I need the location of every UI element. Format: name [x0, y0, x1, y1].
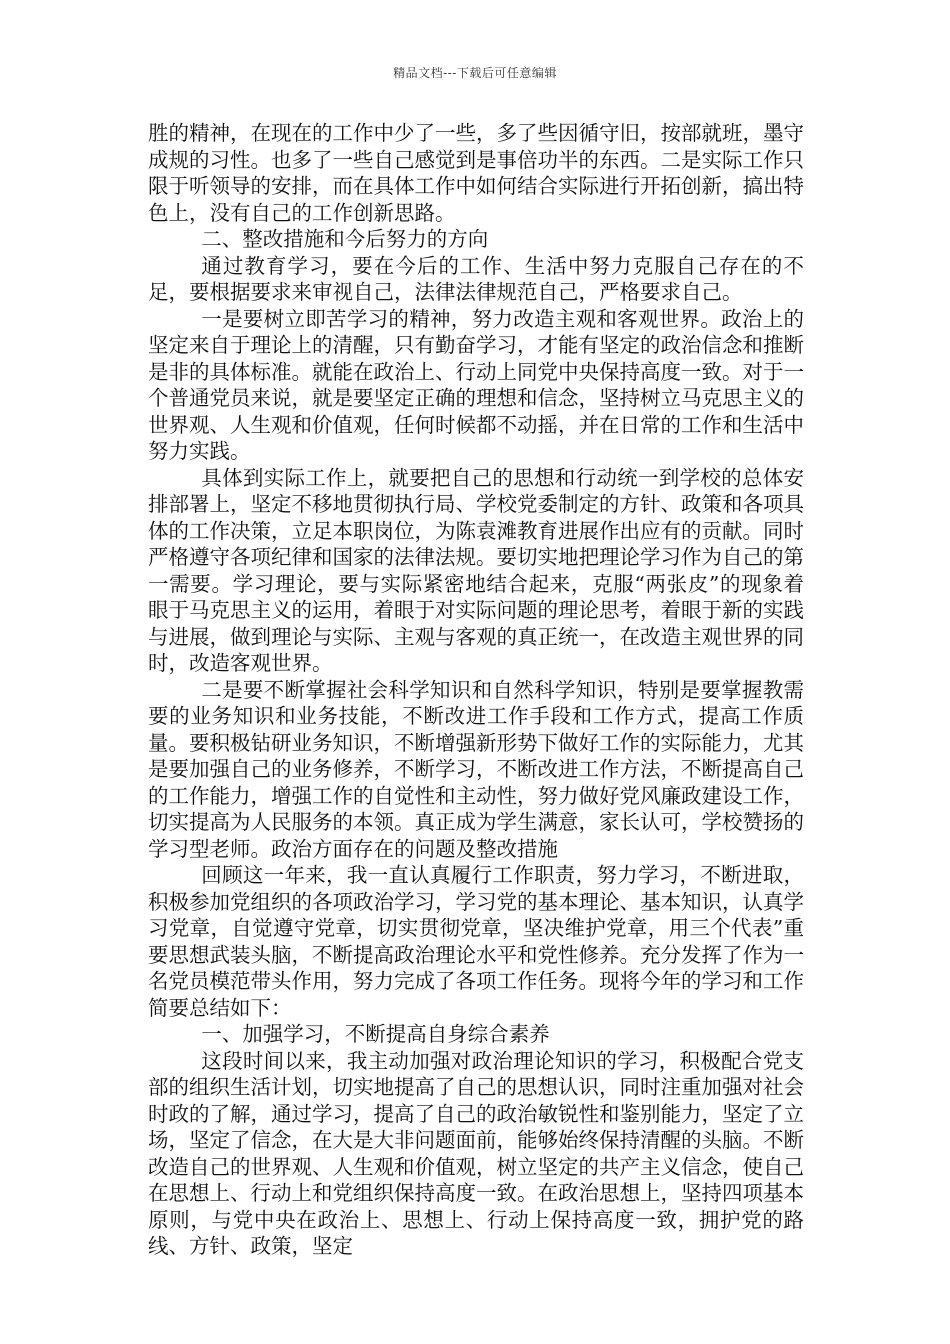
section-heading: 一、加强学习，不断提高自身综合素养: [201, 1022, 550, 1046]
paragraph: 具体到实际工作上，就要把自己的思想和行动统一到学校的总体安排部署上，坚定不移地贯彻执行局、学校党委制定的方针、政策和各项具体的工作决策，立足本职岗位，为陈袁滩教育进展作出应有的贡献。同时严格遵守各项纪律和国家的法律法规。要切实地把理论学习作为自己的第一需要。学习理论，要与实际紧密地结合起来，克服“两张皮”的现象着眼于马克思主义的运用，着眼于对实际问题的理论思考，着眼于新的实践与进展，做到理论与实际、主观与客观的真正统一，在改造主观世界的同时，改造客观世界。: [148, 465, 804, 675]
paragraph: 回顾这一年来，我一直认真履行工作职责，努力学习，不断进取，积极参加党组织的各项政治学习，学习党的基本理论、基本知识，认真学习党章，自觉遵守党章，切实贯彻党章，坚决维护党章，用三个代表”重要思想武装头脑，不断提高政治理论水平和党性修养。充分发挥了作为一名党员模范带头作用，努力完成了各项工作任务。现将今年的学习和工作简要总结如下：: [148, 863, 804, 1020]
document-body: [148, 120, 804, 1260]
section-heading: 二、整改措施和今后努力的方向: [201, 227, 489, 251]
paragraph: 这段时间以来，我主动加强对政治理论知识的学习，积极配合党支部的组织生活计划，切实地提高了自己的思想认识，同时注重加强对社会时政的了解，通过学习，提高了自己的政治敏锐性和鉴别能力，坚定了立场，坚定了信念，在大是大非问题面前，能够始终保持清醒的头脑。不断改造自己的世界观、人生观和价值观，树立坚定的共产主义信念，使自己在思想上、行动上和党组织保持高度一致。在政治思想上，坚持四项基本原则，与党中央在政治上、思想上、行动上保持高度一致，拥护党的路线、方针、政策，坚定: [148, 1048, 804, 1258]
paragraph: 二是要不断掌握社会科学知识和自然科学知识，特别是要掌握教需要的业务知识和业务技能，不断改进工作手段和工作方式，提高工作质量。要积极钻研业务知识，不断增强新形势下做好工作的实际能力，尤其是要加强自己的业务修养，不断学习，不断改进工作方法，不断提高自己的工作能力，增强工作的自觉性和主动性，努力做好党风廉政建设工作，切实提高为人民服务的本领。真正成为学生满意，家长认可，学校赞扬的学习型老师。政治方面存在的问题及整改措施: [148, 677, 804, 861]
paragraph: 胜的精神，在现在的工作中少了一些，多了些因循守旧，按部就班，墨守成规的习性。也多了一些自己感觉到是事倍功半的东西。二是实际工作只限于听领导的安排，而在具体工作中如何结合实际进行开拓创新，搞出特色上，没有自己的工作创新思路。: [148, 121, 804, 225]
page-header: 精品文档---下载后可任意编辑: [393, 66, 557, 80]
paragraph: 一是要树立即苦学习的精神，努力改造主观和客观世界。政治上的坚定来自于理论上的清醒，只有勤奋学习，才能有坚定的政治信念和推断是非的具体标准。就能在政治上、行动上同党中央保持高度一致。对于一个普通党员来说，就是要坚定正确的理想和信念，坚持树立马克思主义的世界观、人生观和价值观，任何时候都不动摇，并在日常的工作和生活中努力实践。: [148, 306, 804, 463]
paragraph: 通过教育学习，要在今后的工作、生活中努力克服自己存在的不足，要根据要求来审视自己，法律法律规范自己，严格要求自己。: [148, 253, 804, 304]
